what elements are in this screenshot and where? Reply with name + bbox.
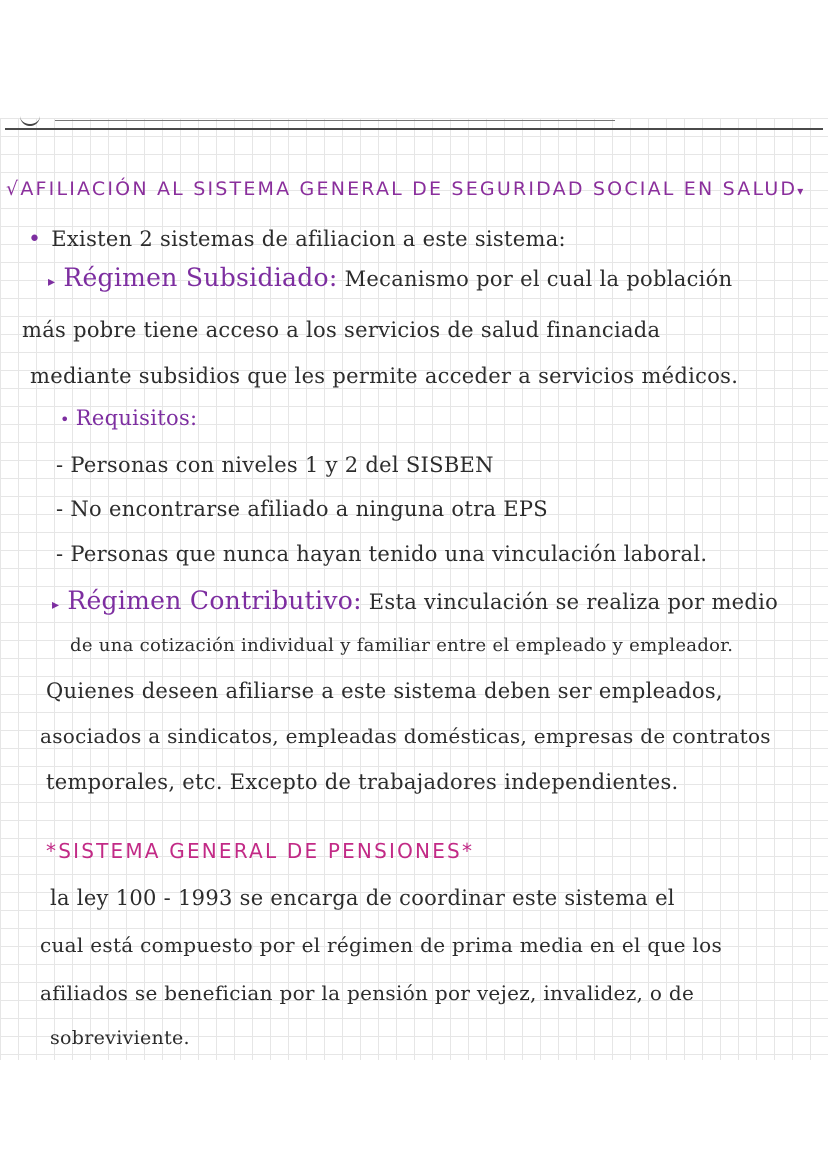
contributivo-line-1 [52, 588, 778, 618]
triangle-bullet-icon: ▸ [48, 274, 56, 290]
star-icon: * [461, 839, 475, 863]
heading-afiliacion-text: AFILIACIÓN AL SISTEMA GENERAL DE SEGURIDAD SOCIAL EN SALUD [20, 178, 798, 200]
contributivo-title: Régimen Contributivo: [67, 586, 362, 615]
pensiones-line-2: cual está compuesto por el régimen de prima media en el que los [40, 933, 723, 957]
subsidiado-title: Régimen Subsidiado: [63, 263, 338, 292]
star-icon: * [46, 839, 59, 863]
requisito-item-2: - No encontrarse afiliado a ninguna otra EPS [56, 497, 548, 521]
requisito-item-1: - Personas con niveles 1 y 2 del SISBEN [56, 453, 494, 477]
subsidiado-line-2: más pobre tiene acceso a los servicios de salud financiada [22, 318, 661, 342]
subsidiado-line-3: mediante subsidios que les permite acceder a servicios médicos. [30, 364, 739, 388]
pensiones-line-1: la ley 100 - 1993 se encarga de coordinar este sistema el [50, 886, 675, 910]
contributivo-line-3: Quienes deseen afiliarse a este sistema deben ser empleados, [46, 679, 723, 703]
check-mark: √ [6, 178, 21, 200]
heading-pensiones-text: SISTEMA GENERAL DE PENSIONES [58, 839, 462, 863]
heading-afiliacion [6, 176, 806, 204]
pensiones-line-3: afiliados se benefician por la pensión por vejez, invalidez, o de [40, 981, 695, 1005]
contributivo-line-4: asociados a sindicatos, empleadas domésticas, empresas de contratos [40, 724, 771, 748]
subsidiado-line-1 [48, 265, 732, 295]
requisito-item-3: - Personas que nunca hayan tenido una vinculación laboral. [56, 542, 708, 566]
top-rule [5, 128, 823, 130]
pensiones-line-4: sobreviviente. [50, 1027, 190, 1049]
requisitos-label-text: Requisitos: [75, 406, 198, 430]
requisitos-label [60, 405, 197, 433]
small-bullet-icon: • [60, 410, 70, 429]
contributivo-line-5: temporales, etc. Excepto de trabajadores independientes. [46, 770, 679, 794]
heading-pensiones [46, 838, 474, 864]
intro-text: Existen 2 sistemas de afiliacion a este sistema: [51, 227, 566, 251]
triangle-bullet-icon: ▸ [52, 597, 60, 613]
subsidiado-text-1: Mecanismo por el cual la población [344, 267, 733, 291]
bullet-dot-icon: • [28, 227, 42, 252]
intro-line [28, 226, 566, 253]
contributivo-text-1: Esta vinculación se realiza por medio [368, 590, 779, 614]
top-rule-thin [55, 120, 615, 121]
heading-afiliacion-marker: ▾ [797, 184, 806, 198]
contributivo-line-2: de una cotización individual y familiar entre el empleado y empleador. [70, 635, 734, 656]
